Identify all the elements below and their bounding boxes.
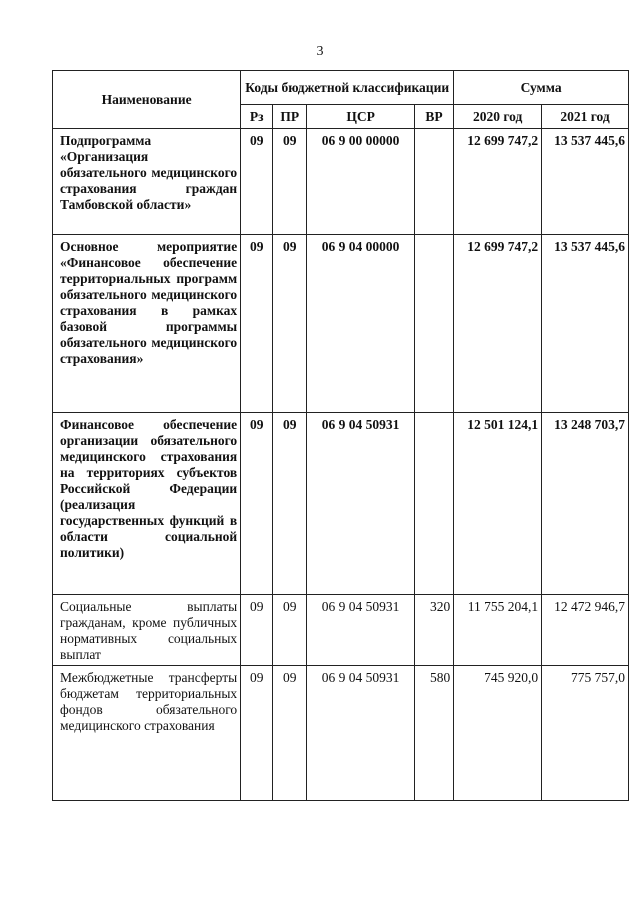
row-vr: 320 — [414, 595, 453, 666]
header-row-1 — [53, 71, 629, 105]
table-row — [53, 129, 629, 235]
header-sum-group: Сумма — [454, 71, 629, 105]
table-row — [53, 666, 629, 801]
row-name: Подпрограмма «Организация обязательного медицинского страхования граждан Тамбовской области» — [53, 129, 241, 235]
row-csr: 06 9 04 00000 — [307, 235, 415, 413]
row-name: Межбюджетные трансферты бюджетам территориальных фондов обязательного медицинского страхования — [53, 666, 241, 801]
row-rz: 09 — [241, 413, 273, 595]
row-vr — [414, 235, 453, 413]
row-pr: 09 — [273, 666, 307, 801]
row-name: Финансовое обеспечение организации обязательного медицинского страхования на территориях субъектов Российской Федерации (реализация государственных функций в области социальной политики) — [53, 413, 241, 595]
header-name: Наименование — [53, 71, 241, 129]
header-rz: Рз — [241, 105, 273, 129]
row-pr: 09 — [273, 413, 307, 595]
row-2021: 12 472 946,7 — [542, 595, 629, 666]
header-codes-group: Коды бюджетной классификации — [241, 71, 454, 105]
row-name: Социальные выплаты гражданам, кроме публичных нормативных социальных выплат — [53, 595, 241, 666]
row-rz: 09 — [241, 666, 273, 801]
header-pr: ПР — [273, 105, 307, 129]
budget-table — [52, 70, 629, 801]
page-number: 3 — [316, 44, 324, 59]
row-name: Основное мероприятие «Финансовое обеспечение территориальных программ обязательного медицинского страхования в рамках базовой программы обязательного медицинского страхования» — [53, 235, 241, 413]
header-2021: 2021 год — [542, 105, 629, 129]
row-pr: 09 — [273, 595, 307, 666]
row-2021: 13 537 445,6 — [542, 235, 629, 413]
row-csr: 06 9 04 50931 — [307, 413, 415, 595]
row-2021: 13 537 445,6 — [542, 129, 629, 235]
header-vr: ВР — [414, 105, 453, 129]
row-2020: 12 699 747,2 — [454, 235, 542, 413]
header-csr: ЦСР — [307, 105, 415, 129]
row-rz: 09 — [241, 129, 273, 235]
row-rz: 09 — [241, 595, 273, 666]
row-csr: 06 9 04 50931 — [307, 666, 415, 801]
row-vr: 580 — [414, 666, 453, 801]
table-row — [53, 235, 629, 413]
table-row — [53, 413, 629, 595]
row-2020: 12 501 124,1 — [454, 413, 542, 595]
header-2020: 2020 год — [454, 105, 542, 129]
row-pr: 09 — [273, 129, 307, 235]
row-csr: 06 9 00 00000 — [307, 129, 415, 235]
row-rz: 09 — [241, 235, 273, 413]
row-2021: 13 248 703,7 — [542, 413, 629, 595]
row-2021: 775 757,0 — [542, 666, 629, 801]
row-2020: 745 920,0 — [454, 666, 542, 801]
row-2020: 12 699 747,2 — [454, 129, 542, 235]
row-csr: 06 9 04 50931 — [307, 595, 415, 666]
table-row — [53, 595, 629, 666]
row-pr: 09 — [273, 235, 307, 413]
row-2020: 11 755 204,1 — [454, 595, 542, 666]
row-vr — [414, 129, 453, 235]
row-vr — [414, 413, 453, 595]
